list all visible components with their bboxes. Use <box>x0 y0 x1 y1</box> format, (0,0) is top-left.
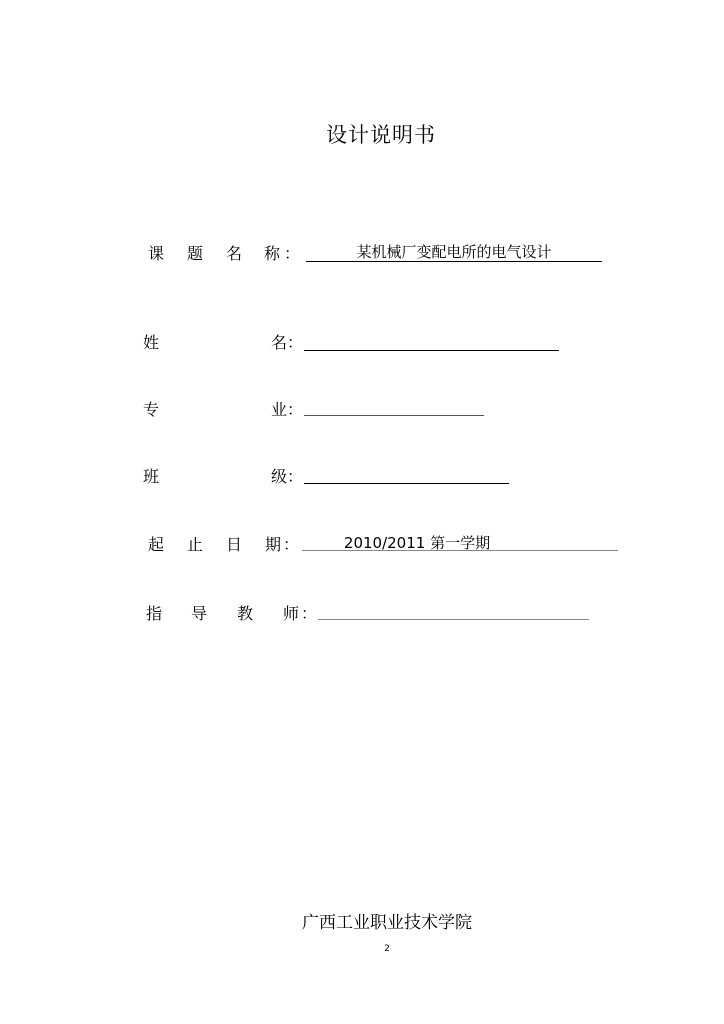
label-char: 止 <box>187 535 204 554</box>
label-char: 导 <box>191 604 208 623</box>
label-char: 称 <box>264 244 281 263</box>
class-underline <box>304 483 509 484</box>
label-char: 级 <box>271 467 288 486</box>
label-char: 课 <box>148 244 165 263</box>
label-char: 专 <box>143 400 160 419</box>
label-char: 名 <box>271 333 288 352</box>
major-underline <box>304 415 484 416</box>
label-colon: ： <box>287 467 304 486</box>
label-char: 名 <box>226 244 243 263</box>
label-char: 期 <box>265 535 282 554</box>
page-number: 2 <box>384 944 390 954</box>
label-colon: ： <box>284 244 301 263</box>
label-char: 指 <box>146 604 163 623</box>
label-colon: ： <box>287 333 304 352</box>
label-colon: ： <box>287 400 304 419</box>
label-char: 教 <box>237 604 254 623</box>
advisor-underline <box>318 619 589 620</box>
label-colon: ： <box>301 604 318 623</box>
period-value: 2010/2011 第一学期 <box>343 534 491 552</box>
topic-underline <box>306 261 602 262</box>
label-char: 班 <box>143 467 160 486</box>
name-underline <box>304 350 559 351</box>
label-char: 日 <box>226 535 243 554</box>
school-name: 广西工业职业技术学院 <box>302 913 472 933</box>
label-colon: ： <box>283 535 300 554</box>
label-char: 题 <box>187 244 204 263</box>
period-underline <box>302 550 618 551</box>
topic-value: 某机械厂变配电所的电气设计 <box>356 243 552 261</box>
document-title: 设计说明书 <box>326 123 436 147</box>
label-char: 起 <box>148 535 165 554</box>
label-char: 业 <box>271 400 288 419</box>
label-char: 姓 <box>143 333 160 352</box>
label-char: 师 <box>283 604 300 623</box>
